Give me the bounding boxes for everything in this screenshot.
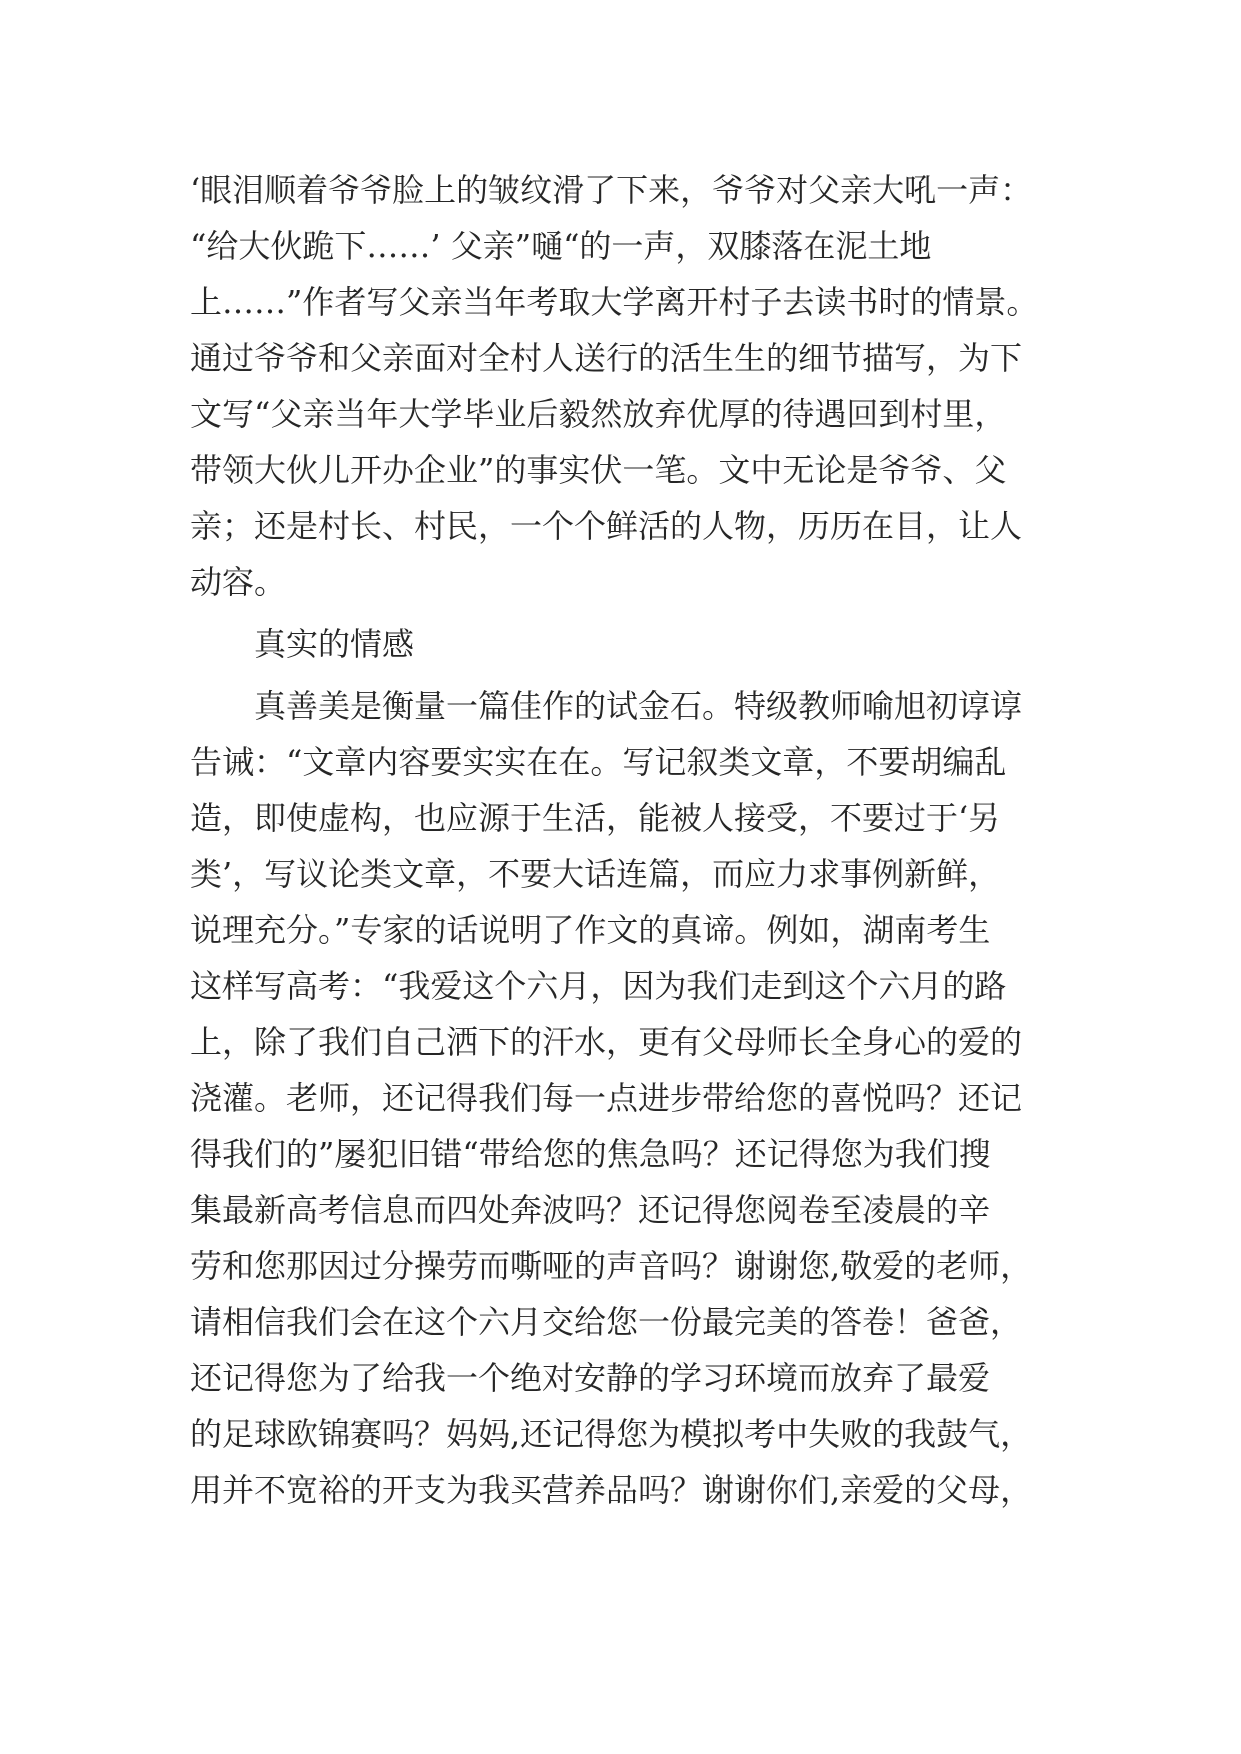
text-line: 得我们的”屡犯旧错“带给您的焦急吗？还记得您为我们搜 bbox=[190, 1135, 991, 1173]
body-text bbox=[190, 162, 1070, 1518]
text-line: 劳和您那因过分操劳而嘶哑的声音吗？谢谢您,敬爱的老师， bbox=[190, 1247, 1033, 1285]
text-line: 文写“父亲当年大学毕业后毅然放弃优厚的待遇回到村里， bbox=[190, 395, 1007, 433]
text-line: 用并不宽裕的开支为我买营养品吗？谢谢你们,亲爱的父母， bbox=[190, 1471, 1033, 1509]
text-line: 类’，写议论类文章，不要大话连篇，而应力求事例新鲜， bbox=[190, 855, 1001, 893]
text-line: 说理充分。”专家的话说明了作文的真谛。例如，湖南考生 bbox=[190, 911, 991, 949]
text-line: 真善美是衡量一篇佳作的试金石。特级教师喻旭初谆谆 bbox=[254, 687, 1023, 725]
text-line: 这样写高考：“我爱这个六月，因为我们走到这个六月的路 bbox=[190, 967, 1007, 1005]
text-line: 造，即使虚构，也应源于生活，能被人接受，不要过于‘另 bbox=[190, 799, 1001, 837]
text-line: 亲；还是村长、村民，一个个鲜活的人物，历历在目，让人 bbox=[190, 507, 1023, 545]
text-line: 集最新高考信息而四处奔波吗？还记得您阅卷至凌晨的辛 bbox=[190, 1191, 991, 1229]
section-heading: 真实的情感 bbox=[254, 625, 415, 663]
text-line: 通过爷爷和父亲面对全村人送行的活生生的细节描写，为下 bbox=[190, 339, 1023, 377]
text-line: 上……”作者写父亲当年考取大学离开村子去读书时的情景。 bbox=[190, 283, 1039, 321]
text-line: 浇灌。老师，还记得我们每一点进步带给您的喜悦吗？还记 bbox=[190, 1079, 1023, 1117]
text-line: 还记得您为了给我一个绝对安静的学习环境而放弃了最爱 bbox=[190, 1359, 991, 1397]
text-line: “给大伙跪下……’ 父亲”嗵“的一声，双膝落在泥土地 bbox=[190, 227, 932, 265]
text-line: ‘眼泪顺着爷爷脸上的皱纹滑了下来，爷爷对父亲大吼一声： bbox=[190, 171, 1033, 209]
text-line: 动容。 bbox=[190, 563, 287, 601]
text-line: 的足球欧锦赛吗？妈妈,还记得您为模拟考中失败的我鼓气， bbox=[190, 1415, 1033, 1453]
text-line: 告诫：“文章内容要实实在在。写记叙类文章，不要胡编乱 bbox=[190, 743, 1007, 781]
text-line: 请相信我们会在这个六月交给您一份最完美的答卷！爸爸， bbox=[190, 1303, 1023, 1341]
text-line: 上，除了我们自己洒下的汗水，更有父母师长全身心的爱的 bbox=[190, 1023, 1023, 1061]
text-line: 带领大伙儿开办企业”的事实伏一笔。文中无论是爷爷、父 bbox=[190, 451, 1007, 489]
